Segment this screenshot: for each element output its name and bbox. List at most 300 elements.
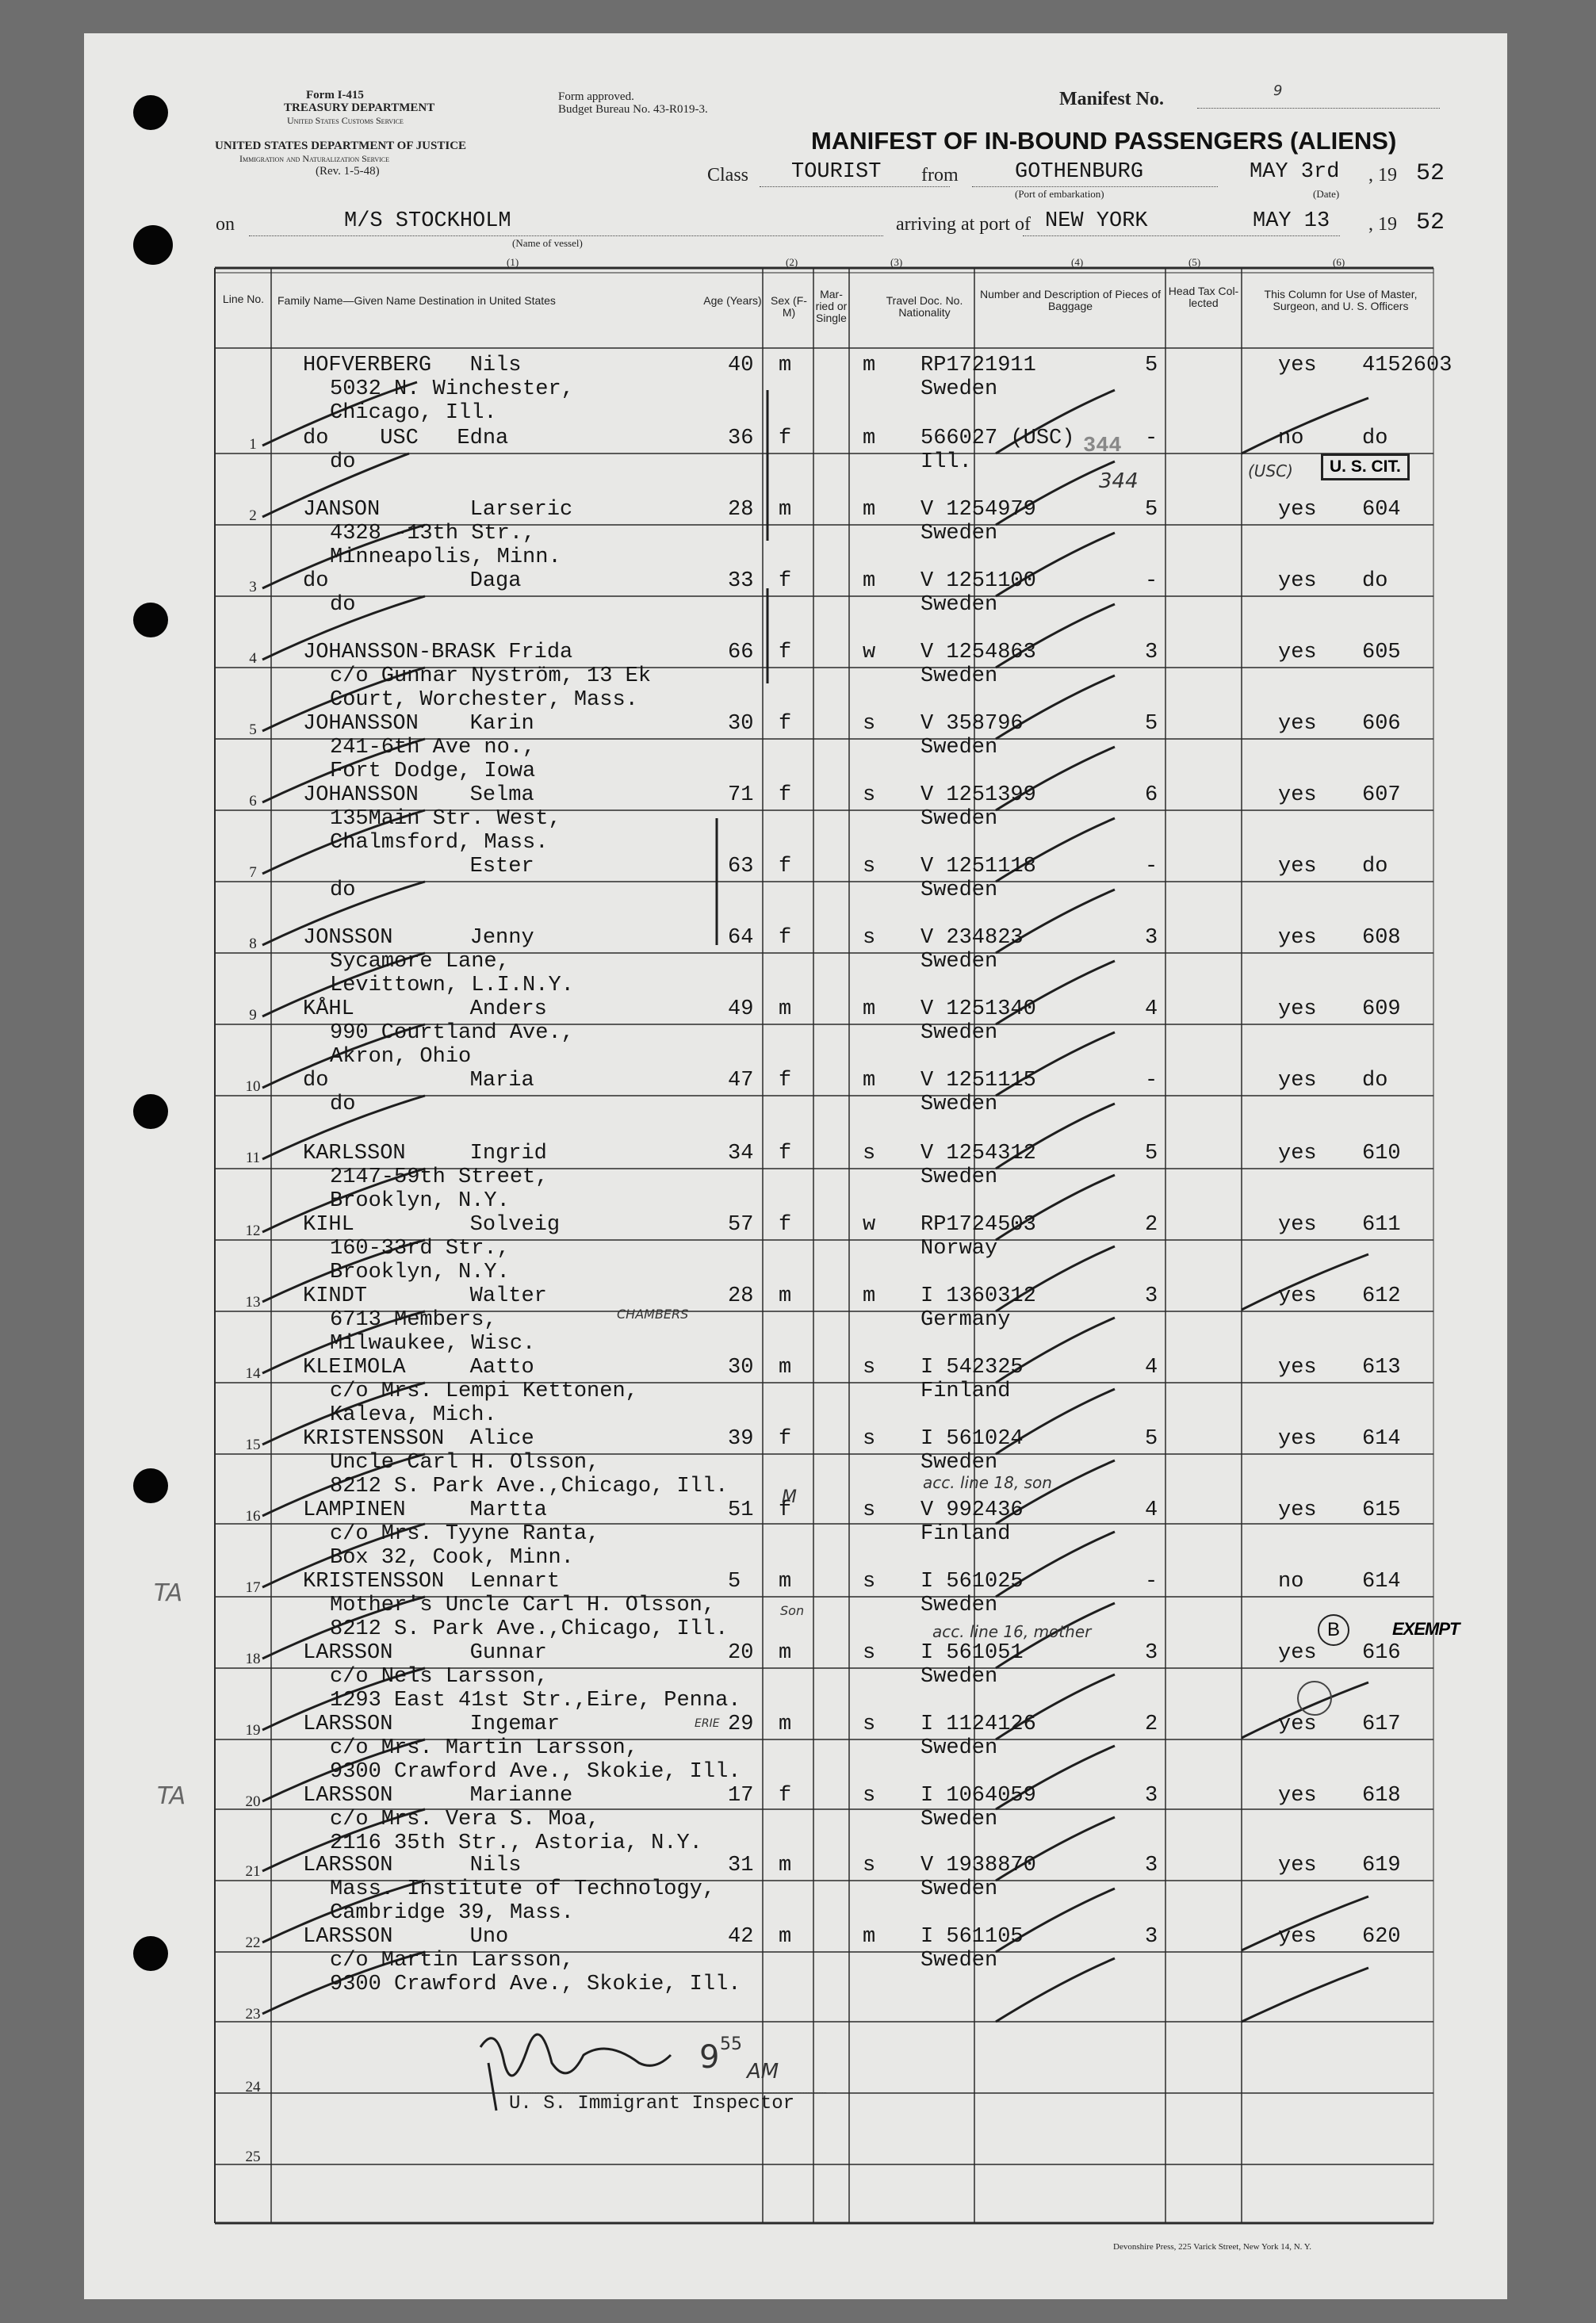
baggage-count: 5 [1145, 1142, 1158, 1165]
date-value: MAY 3rd [1250, 160, 1340, 184]
passenger-name: do Maria [303, 1069, 534, 1093]
age: 31 [728, 1854, 754, 1877]
address-line-1: 135Main Str. West, [330, 807, 561, 831]
address-line-1: do [330, 450, 356, 474]
head-tax: yes [1278, 1069, 1317, 1093]
circle-mark-19 [1297, 1681, 1332, 1716]
sex: m [779, 1713, 792, 1736]
nationality: Norway [920, 1237, 998, 1261]
port-embark-caption: (Port of embarkation) [1015, 188, 1104, 200]
class-value: TOURIST [791, 160, 882, 184]
acc-line16-note: acc. line 16, mother [932, 1622, 1092, 1641]
passenger-name: KARLSSON Ingrid [303, 1142, 547, 1165]
line-number: 5 [249, 721, 257, 738]
baggage-count: 2 [1145, 1213, 1158, 1237]
travel-doc-no: I 1124126 [920, 1713, 1036, 1736]
address-line-1: do [330, 878, 356, 902]
sex: m [779, 1925, 792, 1949]
baggage-count: 5 [1145, 498, 1158, 522]
line-number: 7 [249, 864, 257, 881]
age: 28 [728, 1284, 754, 1308]
nationality: Sweden [920, 950, 998, 974]
travel-doc-no: 566027 (USC) [920, 427, 1075, 450]
nationality: Sweden [920, 1451, 998, 1475]
officer-note: 616 [1362, 1641, 1401, 1665]
erie-note: ERIE [695, 1717, 720, 1730]
officer-note: 614 [1362, 1570, 1401, 1594]
officer-note: do [1362, 855, 1388, 878]
marital-status: s [863, 1356, 876, 1380]
address-line-1: c/o Mrs. Lempi Kettonen, [330, 1380, 638, 1403]
baggage-count: 3 [1145, 1641, 1158, 1665]
line-number: 24 [245, 2079, 261, 2095]
nationality: Sweden [920, 736, 998, 760]
address-line-1: 5032 N. Winchester, [330, 377, 574, 401]
col-num-5: (5) [1188, 256, 1201, 268]
age: 49 [728, 997, 754, 1021]
sex: m [779, 354, 792, 377]
baggage-count: 3 [1145, 1925, 1158, 1949]
head-tax: yes [1278, 1854, 1317, 1877]
line-number: 23 [245, 2006, 261, 2023]
address-line-2: Akron, Ohio [330, 1045, 472, 1069]
travel-doc-no: RP1721911 [920, 354, 1036, 377]
head-tax: yes [1278, 1784, 1317, 1808]
age: 30 [728, 712, 754, 736]
passenger-name: LARSSON Nils [303, 1854, 522, 1877]
travel-doc-no: I 561051 [920, 1641, 1024, 1665]
nationality: Sweden [920, 1093, 998, 1116]
passenger-name: do USC Edna [303, 427, 509, 450]
dept-treasury: TREASURY DEPARTMENT [284, 101, 435, 114]
age: 34 [728, 1142, 754, 1165]
address-line-2: 8212 S. Park Ave.,Chicago, Ill. [330, 1475, 729, 1498]
sex: f [779, 926, 792, 950]
marital-status: m [863, 1284, 876, 1308]
head-tax: yes [1278, 1713, 1317, 1736]
col-num-4: (4) [1071, 256, 1084, 268]
passenger-name: KÅHL Anders [303, 997, 547, 1021]
baggage-count: 3 [1145, 1784, 1158, 1808]
arrival-year: 52 [1416, 209, 1445, 236]
travel-doc-no: V 992436 [920, 1498, 1024, 1522]
age: 36 [728, 427, 754, 450]
baggage-344-stamp: 344 [1083, 434, 1122, 458]
marital-status: m [863, 1069, 876, 1093]
manifest-title: MANIFEST OF IN-BOUND PASSENGERS (ALIENS) [811, 127, 1397, 155]
head-tax: yes [1278, 855, 1317, 878]
vessel-caption: (Name of vessel) [512, 237, 583, 249]
address-line-1: c/o Mrs. Martin Larsson, [330, 1736, 638, 1760]
address-line-1: Mother's Uncle Carl H. Olsson, [330, 1594, 716, 1617]
col-num-1: (1) [507, 256, 519, 268]
marital-status: s [863, 1142, 876, 1165]
travel-doc-no: V 358796 [920, 712, 1024, 736]
address-line-1: 990 Courtland Ave., [330, 1021, 574, 1045]
date-caption: (Date) [1313, 188, 1340, 200]
address-line-2: 1293 East 41st Str.,Eire, Penna. [330, 1689, 741, 1713]
head-tax: yes [1278, 783, 1317, 807]
manifest-page [84, 33, 1507, 2299]
nationality: Sweden [920, 593, 998, 617]
col-num-2: (2) [786, 256, 798, 268]
acc-line18-note: acc. line 18, son [923, 1473, 1052, 1492]
age: 20 [728, 1641, 754, 1665]
nationality: Finland [920, 1380, 1011, 1403]
address-line-1: 6713 Members, [330, 1308, 497, 1332]
nationality: Sweden [920, 377, 998, 401]
head-tax: yes [1278, 569, 1317, 593]
age: 29 [728, 1713, 754, 1736]
manifest-no-label: Manifest No. [1059, 89, 1164, 109]
officer-note: 619 [1362, 1854, 1401, 1877]
chambers-note: CHAMBERS [617, 1307, 689, 1322]
line-number: 22 [245, 1935, 261, 1951]
age: 40 [728, 354, 754, 377]
printer-footer: Devonshire Press, 225 Varick Street, New York 14, N. Y. [1113, 2242, 1312, 2252]
address-line-1: 4328 -13th Str., [330, 522, 536, 545]
age: 33 [728, 569, 754, 593]
address-line-1: 160-33rd Str., [330, 1237, 510, 1261]
sex: m [779, 1641, 792, 1665]
head-tax: yes [1278, 641, 1317, 664]
margin-ta-2: TA [157, 1782, 186, 1810]
address-line-1: do [330, 593, 356, 617]
dept-justice: UNITED STATES DEPARTMENT OF JUSTICE [215, 140, 467, 152]
travel-doc-no: I 542325 [920, 1356, 1024, 1380]
address-line-2: 2116 35th Str., Astoria, N.Y. [330, 1831, 702, 1855]
travel-doc-no: RP1724503 [920, 1213, 1036, 1237]
sex: m [779, 997, 792, 1021]
passenger-name: JOHANSSON Karin [303, 712, 534, 736]
baggage-count: 4 [1145, 1498, 1158, 1522]
baggage-count: - [1145, 855, 1158, 878]
nationality: Sweden [920, 1165, 998, 1189]
head-tax: yes [1278, 1427, 1317, 1451]
nationality: Sweden [920, 1877, 998, 1901]
arriving-label: arriving at port of [896, 214, 1031, 235]
col-num-6: (6) [1333, 256, 1345, 268]
sex: f [779, 569, 792, 593]
time-note: 9 [699, 2039, 720, 2076]
sex: f [779, 1213, 792, 1237]
nationality: Sweden [920, 1665, 998, 1689]
line-number: 14 [245, 1365, 261, 1382]
marital-status: m [863, 569, 876, 593]
marital-status: s [863, 1427, 876, 1451]
nationality: Sweden [920, 522, 998, 545]
passenger-name: HOFVERBERG Nils [303, 354, 522, 377]
sex: f [779, 1784, 792, 1808]
form-approved: Form approved. [558, 90, 634, 103]
baggage-count: 3 [1145, 641, 1158, 664]
age: 51 [728, 1498, 754, 1522]
officer-note: 608 [1362, 926, 1401, 950]
head-tax: yes [1278, 1498, 1317, 1522]
age: 47 [728, 1069, 754, 1093]
sex: f [779, 1142, 792, 1165]
officer-note: 617 [1362, 1713, 1401, 1736]
officer-note: 611 [1362, 1213, 1401, 1237]
time-sup: 55 [720, 2034, 742, 2054]
officer-note: 606 [1362, 712, 1401, 736]
inspector-caption: U. S. Immigrant Inspector [509, 2093, 795, 2114]
nationality: Germany [920, 1308, 1011, 1332]
address-line-2: Fort Dodge, Iowa [330, 760, 536, 783]
nationality: Sweden [920, 807, 998, 831]
baggage-count: 5 [1145, 1427, 1158, 1451]
header-name: Family Name—Given Name Destination in United States [277, 294, 556, 307]
passenger-name: KLEIMOLA Aatto [303, 1356, 534, 1380]
travel-doc-no: V 1254312 [920, 1142, 1036, 1165]
vessel-name: M/S STOCKHOLM [344, 209, 511, 233]
head-tax: yes [1278, 1213, 1317, 1237]
sex: f [779, 641, 792, 664]
marital-status: m [863, 1925, 876, 1949]
age: 39 [728, 1427, 754, 1451]
head-tax: no [1278, 1570, 1304, 1594]
address-line-2: Minneapolis, Minn. [330, 545, 561, 569]
line-number: 16 [245, 1508, 261, 1525]
travel-doc-no: V 1251100 [920, 569, 1036, 593]
head-tax: yes [1278, 1641, 1317, 1665]
address-line-1: c/o Nels Larsson, [330, 1665, 549, 1689]
sex: m [779, 1284, 792, 1308]
address-line-2: Chalmsford, Mass. [330, 831, 549, 855]
header-sex: Sex (F-M) [771, 294, 807, 319]
baggage-count: 3 [1145, 1854, 1158, 1877]
head-tax: yes [1278, 926, 1317, 950]
officer-note: 614 [1362, 1427, 1401, 1451]
travel-doc-no: V 1938870 [920, 1854, 1036, 1877]
marital-status: s [863, 1498, 876, 1522]
marital-status: s [863, 855, 876, 878]
address-line-1: 2147-59th Street, [330, 1165, 549, 1189]
col-num-3: (3) [890, 256, 903, 268]
head-tax: yes [1278, 498, 1317, 522]
address-line-1: c/o Martin Larsson, [330, 1949, 574, 1973]
son-note: Son [780, 1603, 805, 1618]
age: 71 [728, 783, 754, 807]
head-tax: yes [1278, 1356, 1317, 1380]
b-circle-mark: B [1318, 1614, 1349, 1646]
head-tax: no [1278, 427, 1304, 450]
nationality: Sweden [920, 1021, 998, 1045]
line-number: 13 [245, 1294, 261, 1311]
line-number: 11 [245, 1150, 261, 1166]
address-line-2: Court, Worchester, Mass. [330, 688, 638, 712]
line-number: 3 [249, 579, 257, 595]
head-tax: yes [1278, 1142, 1317, 1165]
arrival-year-prefix: , 19 [1368, 214, 1397, 235]
age: 63 [728, 855, 754, 878]
travel-doc-no: I 561105 [920, 1925, 1024, 1949]
baggage-count: 4 [1145, 1356, 1158, 1380]
marital-status: m [863, 427, 876, 450]
address-line-2: Box 32, Cook, Minn. [330, 1546, 574, 1570]
passenger-name: JONSSON Jenny [303, 926, 534, 950]
nationality: Sweden [920, 878, 998, 902]
baggage-count: 2 [1145, 1713, 1158, 1736]
line-number: 10 [245, 1078, 261, 1095]
address-line-2: 9300 Crawford Ave., Skokie, Ill. [330, 1973, 741, 1996]
baggage-count: - [1145, 427, 1158, 450]
line-number: 12 [245, 1223, 261, 1239]
age: 42 [728, 1925, 754, 1949]
passenger-name: KRISTENSSON Lennart [303, 1570, 561, 1594]
sex: m [779, 1854, 792, 1877]
marital-status: m [863, 498, 876, 522]
age: 17 [728, 1784, 754, 1808]
line-number: 19 [245, 1722, 261, 1739]
line-number: 20 [245, 1793, 261, 1810]
line-number: 17 [245, 1579, 261, 1596]
officer-note: 615 [1362, 1498, 1401, 1522]
passenger-name: LARSSON Gunnar [303, 1641, 547, 1665]
sex: f [779, 783, 792, 807]
travel-doc-no: V 1254979 [920, 498, 1036, 522]
passenger-name: Ester [303, 855, 534, 878]
header-officer: This Column for Use of Master, Surgeon, and U. S. Officers [1264, 288, 1418, 312]
marital-status: w [863, 1213, 876, 1237]
address-line-2: 8212 S. Park Ave.,Chicago, Ill. [330, 1617, 729, 1641]
passenger-name: KRISTENSSON Alice [303, 1427, 534, 1451]
address-line-1: Uncle Carl H. Olsson, [330, 1451, 600, 1475]
nationality: Sweden [920, 1808, 998, 1831]
address-line-1: c/o Mrs. Vera S. Moa, [330, 1808, 600, 1831]
sex: m [779, 498, 792, 522]
passenger-name: JOHANSSON Selma [303, 783, 534, 807]
sex: f [779, 1427, 792, 1451]
passenger-name: JANSON Larseric [303, 498, 573, 522]
sex: f [779, 712, 792, 736]
officer-note: do [1362, 569, 1388, 593]
officer-note: 605 [1362, 641, 1401, 664]
head-tax: yes [1278, 1925, 1317, 1949]
baggage-count: 3 [1145, 926, 1158, 950]
margin-ta-1: TA [154, 1579, 183, 1607]
address-line-1: 241-6th Ave no., [330, 736, 536, 760]
age: 28 [728, 498, 754, 522]
address-line-2: Brooklyn, N.Y. [330, 1189, 510, 1213]
line-number: 2 [249, 507, 257, 524]
line-number: 1 [249, 436, 257, 453]
age: 30 [728, 1356, 754, 1380]
marital-status: s [863, 1713, 876, 1736]
line-number: 8 [249, 936, 257, 952]
address-line-2: Chicago, Ill. [330, 401, 497, 425]
officer-note: do [1362, 427, 1388, 450]
m-note: M [782, 1487, 797, 1507]
head-tax: yes [1278, 712, 1317, 736]
officer-note: 607 [1362, 783, 1401, 807]
officer-note: 4152603 [1362, 354, 1452, 377]
travel-doc-no: V 1251115 [920, 1069, 1036, 1093]
passenger-name: KIHL Solveig [303, 1213, 561, 1237]
age: 5 [728, 1570, 741, 1594]
baggage-count: 4 [1145, 997, 1158, 1021]
sex: m [779, 1356, 792, 1380]
travel-doc-no: I 1064059 [920, 1784, 1036, 1808]
on-label: on [216, 214, 235, 235]
passenger-name: LARSSON Ingemar [303, 1713, 561, 1736]
address-line-1: c/o Mrs. Tyyne Ranta, [330, 1522, 600, 1546]
line-number: 15 [245, 1437, 261, 1453]
initials-note: AM [747, 2060, 779, 2084]
baggage-count: - [1145, 1570, 1158, 1594]
officer-note: do [1362, 1069, 1388, 1093]
address-line-1: do [330, 1093, 356, 1116]
class-label: Class [707, 165, 749, 186]
address-line-2: Cambridge 39, Mass. [330, 1901, 574, 1925]
marital-status: s [863, 1784, 876, 1808]
head-tax: yes [1278, 1284, 1317, 1308]
year-value: 52 [1416, 160, 1445, 187]
dept-treasury-sub: United States Customs Service [287, 115, 404, 126]
marital-status: m [863, 354, 876, 377]
officer-note: 618 [1362, 1784, 1401, 1808]
travel-doc-no: V 1251118 [920, 855, 1036, 878]
line-number: 18 [245, 1651, 261, 1667]
baggage-344-hand: 344 [1099, 469, 1139, 493]
sex: f [779, 855, 792, 878]
baggage-count: 6 [1145, 783, 1158, 807]
exempt-stamp: EXEMPT [1392, 1619, 1460, 1639]
nationality: Sweden [920, 1949, 998, 1973]
marital-status: s [863, 1570, 876, 1594]
line-number: 21 [245, 1863, 261, 1880]
header-head-tax: Head Tax Col-lected [1168, 285, 1239, 309]
dept-justice-sub: Immigration and Naturalization Service [239, 153, 390, 164]
age: 64 [728, 926, 754, 950]
sex: f [779, 1498, 792, 1522]
marital-status: s [863, 1854, 876, 1877]
marital-status: s [863, 712, 876, 736]
travel-doc-no: V 1254863 [920, 641, 1036, 664]
marital-status: s [863, 926, 876, 950]
sex: f [779, 1069, 792, 1093]
travel-doc-no: I 561025 [920, 1570, 1024, 1594]
year-prefix: , 19 [1368, 165, 1397, 186]
officer-note: 609 [1362, 997, 1401, 1021]
address-line-1: Sycamore Lane, [330, 950, 510, 974]
marital-status: s [863, 1641, 876, 1665]
line-number: 25 [245, 2149, 261, 2165]
header-line-no: Line No. [222, 293, 265, 305]
officer-note: 610 [1362, 1142, 1401, 1165]
address-line-2: Levittown, L.I.N.Y. [330, 974, 574, 997]
officer-note: 620 [1362, 1925, 1401, 1949]
usc-note: (USC) [1248, 461, 1293, 480]
address-line-2: Kaleva, Mich. [330, 1403, 497, 1427]
marital-status: w [863, 641, 876, 664]
marital-status: m [863, 997, 876, 1021]
line-number: 6 [249, 793, 257, 809]
passenger-name: LAMPINEN Martta [303, 1498, 547, 1522]
travel-doc-no: V 1251340 [920, 997, 1036, 1021]
from-label: from [921, 165, 959, 186]
passenger-name: LARSSON Uno [303, 1925, 509, 1949]
baggage-count: - [1145, 569, 1158, 593]
baggage-count: 5 [1145, 354, 1158, 377]
address-line-2: 9300 Crawford Ave., Skokie, Ill. [330, 1760, 741, 1784]
budget-bureau: Budget Bureau No. 43-R019-3. [558, 103, 708, 116]
passenger-name: do Daga [303, 569, 522, 593]
age: 57 [728, 1213, 754, 1237]
baggage-count: - [1145, 1069, 1158, 1093]
passenger-name: JOHANSSON-BRASK Frida [303, 641, 573, 664]
nationality: Sweden [920, 1736, 998, 1760]
